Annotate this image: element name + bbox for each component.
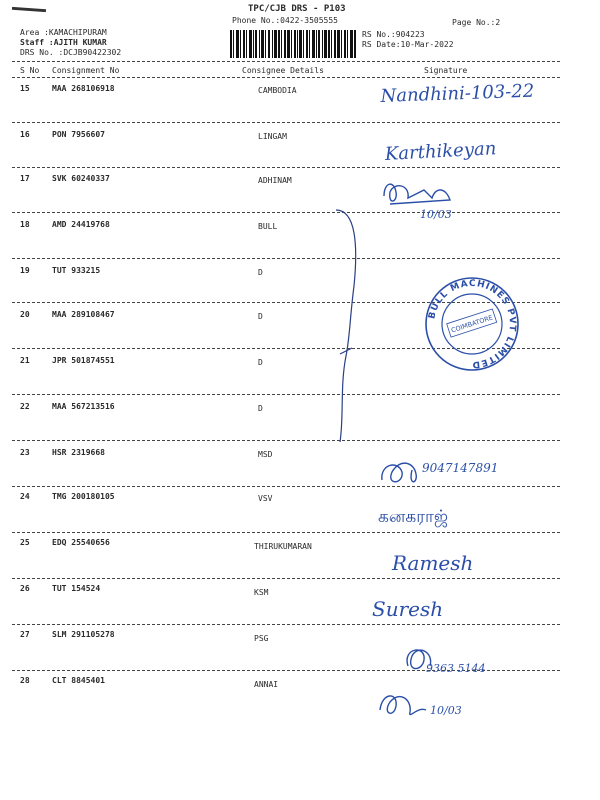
row-consignment: MAA 567213516 — [52, 402, 115, 411]
signature-date: 10/03 — [420, 208, 452, 221]
row-sno: 20 — [20, 310, 30, 319]
row-consignment: MAA 268106918 — [52, 84, 115, 93]
row-consignee: D — [258, 312, 263, 321]
row-sno: 15 — [20, 84, 30, 93]
staff-label: Staff :AJITH KUMAR — [20, 38, 107, 47]
area-label: Area :KAMACHIPURAM — [20, 28, 107, 37]
row-consignee: BULL — [258, 222, 278, 231]
scribble-mark — [12, 7, 46, 12]
row-consignment: PON 7956607 — [52, 130, 105, 139]
row-consignment: MAA 289108467 — [52, 310, 115, 319]
row-consignee: KSM — [254, 588, 269, 597]
signature-row-24 — [378, 498, 498, 536]
signature-text: Karthikeyan — [384, 138, 497, 165]
row-sno: 25 — [20, 538, 30, 547]
signature-text: Nandhini-103-22 — [380, 80, 535, 107]
signature-row-23 — [378, 450, 518, 498]
signature-row-27 — [400, 638, 510, 684]
row-divider — [12, 122, 560, 123]
row-consignee: VSV — [258, 494, 273, 503]
row-sno: 26 — [20, 584, 30, 593]
sheet-title: TPC/CJB DRS - P103 — [248, 4, 346, 14]
row-sno: 21 — [20, 356, 30, 365]
signature-text: கனகராஜ் — [378, 507, 449, 527]
company-seal-stamp — [422, 274, 522, 374]
signature-row-25 — [392, 544, 512, 584]
row-consignment: TMG 200180105 — [52, 492, 115, 501]
row-sno: 23 — [20, 448, 30, 457]
row-consignee: CAMBODIA — [258, 86, 297, 95]
row-consignment: SVK 60240337 — [52, 174, 110, 183]
page-number: Page No.:2 — [452, 18, 501, 27]
column-divider — [12, 77, 560, 78]
row-consignment: HSR 2319668 — [52, 448, 105, 457]
row-divider — [12, 212, 560, 213]
row-consignee: D — [258, 404, 263, 413]
stamp-outer-text: BULL MACHINES PVT LIMITED — [427, 278, 518, 370]
drs-number: DRS No. :DCJB90422302 — [20, 48, 122, 57]
signature-row-28 — [376, 680, 486, 730]
row-consignment: JPR 501874551 — [52, 356, 115, 365]
signature-row-26 — [372, 592, 492, 630]
row-sno: 24 — [20, 492, 30, 501]
signature-row-17 — [380, 176, 470, 226]
col-sno: S No — [20, 66, 40, 75]
row-divider — [12, 394, 560, 395]
row-consignee: ANNAI — [254, 680, 279, 689]
signature-phone: 9047147891 — [422, 461, 499, 475]
signature-text: Suresh — [372, 597, 444, 621]
row-consignment: SLM 291105278 — [52, 630, 115, 639]
row-sno: 16 — [20, 130, 30, 139]
header-divider — [12, 61, 560, 62]
col-consignment: Consignment No — [52, 66, 120, 75]
row-consignee: THIRUKUMARAN — [254, 542, 312, 551]
signature-date: 10/03 — [430, 704, 462, 717]
row-consignee: D — [258, 268, 263, 277]
row-consignee: MSD — [258, 450, 273, 459]
row-sno: 27 — [20, 630, 30, 639]
bracket-mark — [326, 206, 366, 446]
rs-number: RS No.:904223 — [362, 30, 425, 39]
row-sno: 19 — [20, 266, 30, 275]
row-divider — [12, 440, 560, 441]
col-signature: Signature — [424, 66, 468, 75]
row-sno: 22 — [20, 402, 30, 411]
phone-number: Phone No.:0422-3505555 — [232, 16, 338, 25]
signature-text: Ramesh — [392, 551, 474, 575]
signature-number: 9363 5144 — [426, 662, 486, 675]
signature-row-16 — [384, 136, 544, 174]
row-consignment: TUT 154524 — [52, 584, 101, 593]
signature-row-15 — [380, 80, 560, 114]
col-consignee: Consignee Details — [242, 66, 324, 75]
row-consignment: EDQ 25540656 — [52, 538, 110, 547]
row-consignee: ADHINAM — [258, 176, 292, 185]
row-consignment: TUT 933215 — [52, 266, 101, 275]
row-consignee: LINGAM — [258, 132, 287, 141]
rs-date: RS Date:10-Mar-2022 — [362, 40, 454, 49]
row-consignment: CLT 8845401 — [52, 676, 105, 685]
stamp-inner-text: COIMBATORE — [450, 313, 494, 335]
barcode — [230, 30, 356, 58]
row-consignee: PSG — [254, 634, 269, 643]
row-sno: 28 — [20, 676, 30, 685]
row-sno: 17 — [20, 174, 30, 183]
row-divider — [12, 258, 560, 259]
row-consignment: AMD 24419768 — [52, 220, 110, 229]
row-consignee: D — [258, 358, 263, 367]
row-sno: 18 — [20, 220, 30, 229]
